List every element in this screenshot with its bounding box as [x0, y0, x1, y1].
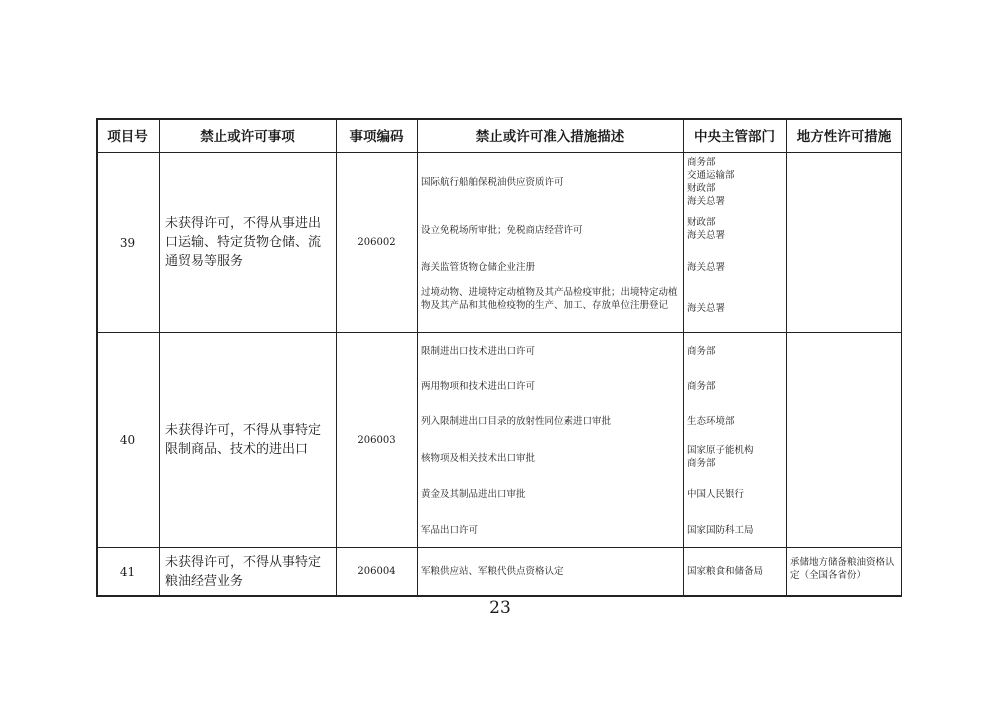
department-text: 商务部	[687, 381, 716, 392]
row-code: 206004	[357, 566, 396, 577]
measure-text: 军品出口许可	[421, 525, 479, 536]
row-id: 41	[119, 564, 136, 579]
column-divider	[417, 118, 418, 596]
measure-text: 列入限制进出口目录的放射性同位素进口审批	[421, 416, 612, 427]
header-local-measures: 地方性许可措施	[796, 129, 892, 145]
measure-text: 国际航行船舶保税油供应资质许可	[421, 177, 564, 188]
measure-text: 海关监管货物仓储企业注册	[421, 262, 536, 273]
department-text: 商务部	[687, 346, 716, 357]
row-matter: 未获得许可，不得从事特定限制商品、技术的进出口	[165, 423, 322, 457]
table-border-right	[901, 118, 903, 596]
header-item-number: 项目号	[107, 129, 148, 145]
row-id: 40	[119, 433, 136, 447]
department-text: 国家国防科工局	[687, 525, 754, 536]
department-text: 财政部 海关总署	[687, 217, 726, 241]
header-department: 中央主管部门	[694, 129, 775, 145]
department-text: 国家原子能机构 商务部	[687, 445, 754, 469]
permit-table	[96, 118, 902, 596]
row-id: 39	[119, 235, 136, 250]
measure-text: 设立免税场所审批；免税商店经营许可	[421, 225, 583, 236]
row-matter: 未获得许可，不得从事进出口运输、特定货物仓储、流通贸易等服务	[165, 216, 322, 269]
department-text: 生态环境部	[687, 416, 735, 427]
measure-text: 军粮供应站、军粮代供点资格认定	[421, 566, 564, 577]
table-border-bottom	[96, 595, 902, 597]
page-number: 23	[489, 598, 511, 618]
department-text: 海关总署	[687, 303, 726, 314]
local-measure-text: 承储地方储备粮油资格认定（全国各省份）	[790, 557, 895, 581]
row-code: 206003	[357, 434, 396, 446]
measure-text: 限制进出口技术进出口许可	[421, 346, 536, 357]
header-matter: 禁止或许可事项	[200, 129, 295, 145]
measure-text: 核物项及相关技术出口审批	[421, 453, 536, 464]
measure-text: 过境动物、进境特定动植物及其产品检疫审批；出境特定动植物及其产品和其他检疫物的生产、加工、存放单位注册登记	[421, 287, 678, 311]
header-measures: 禁止或许可准入措施描述	[475, 129, 625, 145]
row-matter: 未获得许可，不得从事特定粮油经营业务	[165, 554, 322, 589]
department-text: 商务部 交通运输部 财政部 海关总署	[687, 157, 735, 207]
row-code: 206002	[357, 237, 396, 248]
measure-text: 两用物项和技术进出口许可	[421, 381, 536, 392]
department-text: 海关总署	[687, 262, 726, 273]
column-divider	[786, 118, 787, 596]
department-text: 国家粮食和储备局	[687, 566, 764, 577]
department-text: 中国人民银行	[687, 489, 745, 500]
column-divider	[683, 118, 684, 596]
measure-text: 黄金及其制品进出口审批	[421, 489, 526, 500]
header-code: 事项编码	[349, 129, 404, 145]
